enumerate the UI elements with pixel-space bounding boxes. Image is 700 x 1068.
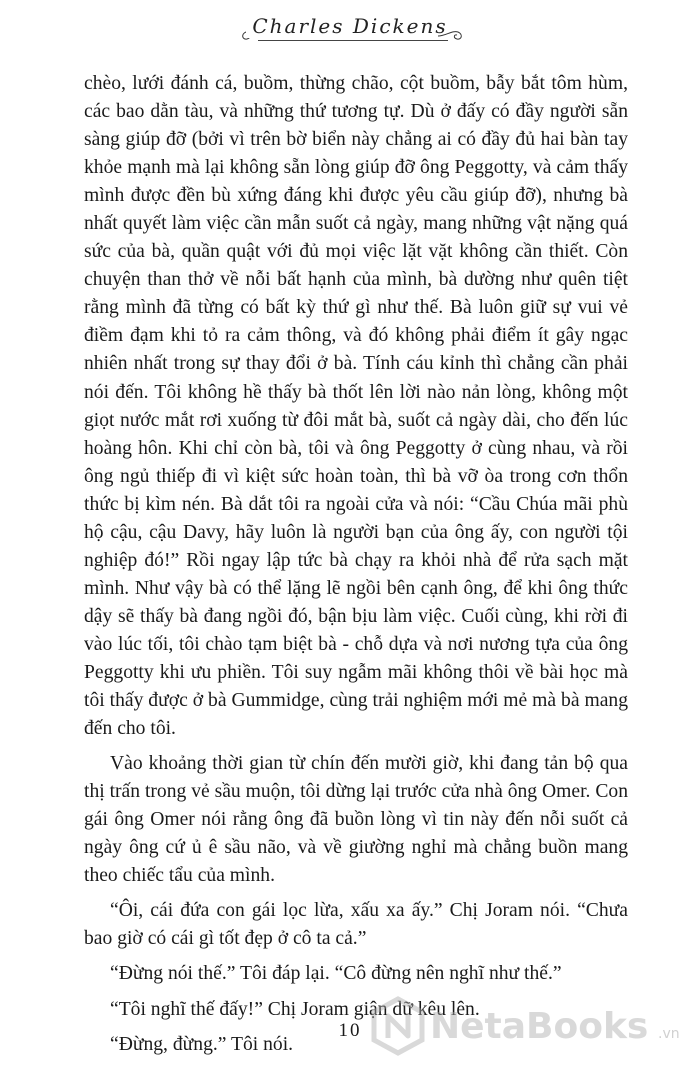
author-name: Charles Dickens: [246, 14, 453, 38]
dialogue-paragraph: “Đừng nói thế.” Tôi đáp lại. “Cô đừng nên nghĩ như thế.”: [110, 963, 562, 985]
dialogue-paragraph: “Tôi nghĩ thế đấy!” Chị Joram giận dữ kêu lên.: [110, 998, 480, 1020]
dialogue-paragraph: “Ôi, cái đứa con gái lọc lừa, xấu xa ấy.” Chị Joram nói. “Chưa bao giờ có cái gì tốt đẹp ở cô ta cả.”: [84, 900, 628, 950]
netabooks-logo-icon: [370, 996, 426, 1056]
running-header: [0, 14, 700, 38]
header-rule: [258, 40, 448, 41]
body-text: [84, 70, 628, 1059]
paragraph: chèo, lưới đánh cá, buồm, thừng chão, cột buồm, bẫy bắt tôm hùm, các bao dằn tàu, và những thứ tương tự. Dù ở đấy có đầy người sẵn sàng giúp đỡ (bởi vì trên bờ biển này chẳng ai có đầy đủ hai bàn tay khỏe mạnh mà lại không sẵn lòng giúp đỡ ông Peggotty, và cảm thấy mình được đền bù xứng đáng khi được yêu cầu giúp đỡ), nhưng bà nhất quyết làm việc cần mẫn suốt cả ngày, mang những vật nặng quá sức của bà, quần quật với đủ mọi việc lặt vặt không cần thiết. Còn chuyện than thở về nỗi bất hạnh của mình, bà dường như quên tiệt rằng mình đã từng có bất kỳ thứ gì như thế. Bà luôn giữ sự vui vẻ điềm đạm khi tỏ ra cảm thông, và đó không phải điểm ít gây ngạc nhiên nhất trong sự thay đổi ở bà. Tính cáu kỉnh thì chẳng cần phải nói đến. Tôi không hề thấy bà thốt lên lời nào nản lòng, không một giọt nước mắt rơi xuống từ đôi mắt bà, suốt cả ngày dài, cho đến lúc hoàng hôn. Khi chỉ còn bà, tôi và ông Peggotty ở cùng nhau, và rồi ông ngủ thiếp đi vì kiệt sức hoàn toàn, thì bà vỡ òa trong cơn thổn thức bị kìm nén. Bà dắt tôi ra ngoài cửa và nói: “Cầu Chúa mãi phù hộ cậu, cậu Davy, hãy luôn là người bạn của ông ấy, con người tội nghiệp đó!” Rồi ngay lập tức bà chạy ra khỏi nhà để rửa sạch mặt mình. Như vậy bà có thể lặng lẽ ngồi bên cạnh ông, để khi ông thức dậy sẽ thấy bà đang ngồi đó, bận bịu làm việc. Cuối cùng, khi rời đi vào lúc tối, tôi chào tạm biệt bà - chỗ dựa và nơi nương tựa của ông Peggotty khi ưu phiền. Tôi suy ngẫm mãi không thôi về bài học mà tôi thấy được ở bà Gummidge, cùng trải nghiệm mới mẻ mà bà mang đến cho tôi.: [84, 73, 628, 740]
paragraph: Vào khoảng thời gian từ chín đến mười giờ, khi đang tản bộ qua thị trấn trong vẻ sầu muộn, tôi dừng lại trước cửa nhà ông Omer. Con gái ông Omer nói rằng ông đã buồn lòng vì tin này đến nỗi suốt cả ngày ông cứ ủ ê sầu não, và về giường nghỉ mà chẳng buồn mang theo chiếc tẩu của mình.: [84, 753, 628, 887]
page-number: 10: [338, 1020, 362, 1041]
right-flourish-ornament: [436, 28, 466, 44]
dialogue-paragraph: “Đừng, đừng.” Tôi nói.: [110, 1033, 294, 1055]
watermark-brand: NetaBooks: [430, 1006, 649, 1047]
watermark-suffix: .vn: [658, 1026, 680, 1042]
netabooks-watermark: [370, 996, 690, 1062]
